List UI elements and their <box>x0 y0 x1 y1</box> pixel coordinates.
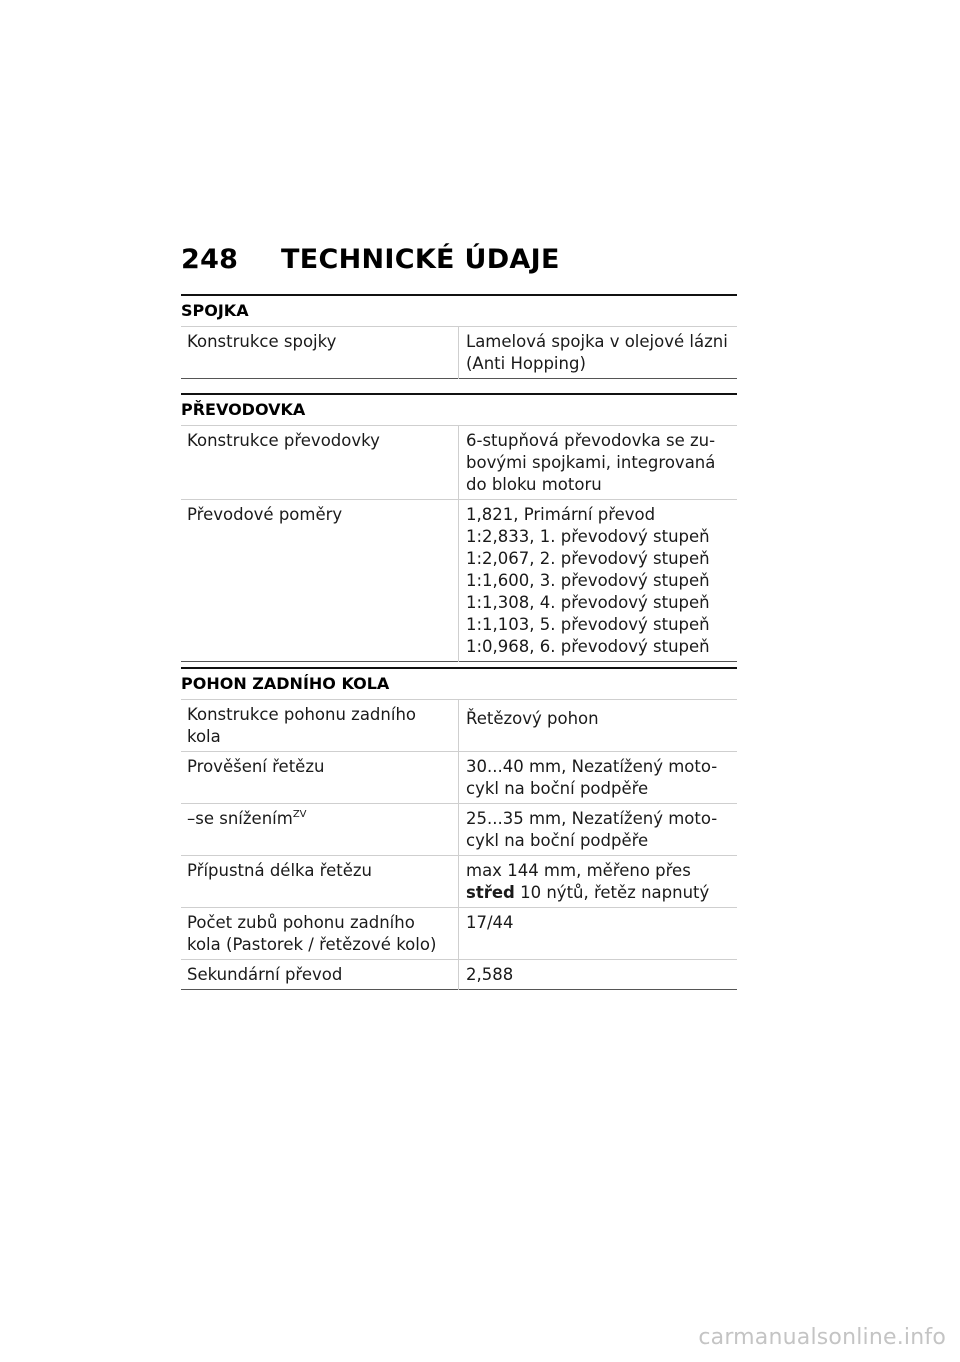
table-row <box>181 500 737 662</box>
spec-value: Lamelová spojka v olejové lázni (Anti Hopping) <box>466 332 728 373</box>
section-title: PŘEVODOVKA <box>181 393 737 425</box>
table-row <box>181 752 737 804</box>
spec-key: Konstrukce převodovky <box>181 426 459 500</box>
spec-key-cell <box>181 804 459 856</box>
spec-table <box>181 425 737 662</box>
spec-key: Konstrukce pohonu zadního kola <box>181 700 459 752</box>
spec-key: Přípustná délka řetězu <box>181 856 459 908</box>
page-number: 248 <box>181 244 239 275</box>
spec-value-cell <box>459 856 738 908</box>
table-row <box>181 426 737 500</box>
spec-key: Převodové poměry <box>181 500 459 662</box>
page-header <box>181 244 560 275</box>
spec-table <box>181 326 737 379</box>
section-title: POHON ZADNÍHO KOLA <box>181 667 737 699</box>
spec-table <box>181 699 737 990</box>
spec-key: Sekundární převod <box>181 960 459 990</box>
spec-value: Řetězový pohon <box>466 709 599 728</box>
spec-value-prefix: max 144 mm, měřeno přes <box>466 861 691 880</box>
page-title: TECHNICKÉ ÚDAJE <box>281 244 560 275</box>
spec-value: 30...40 mm, Nezatížený moto-cykl na boční podpěře <box>466 757 718 798</box>
spec-value-bold: střed <box>466 883 515 902</box>
table-row <box>181 960 737 990</box>
spec-key: Počet zubů pohonu zadního kola (Pastorek / řetězové kolo) <box>181 908 459 960</box>
superscript-note: ZV <box>292 809 307 820</box>
spec-key: –se snížením <box>187 809 293 828</box>
section-spojka <box>181 294 737 379</box>
section-pohon <box>181 667 737 990</box>
spec-value: 2,588 <box>466 965 514 984</box>
table-row <box>181 327 737 379</box>
table-row <box>181 700 737 752</box>
table-row <box>181 856 737 908</box>
spec-value: 25...35 mm, Nezatížený moto-cykl na boční podpěře <box>466 809 718 850</box>
table-row <box>181 908 737 960</box>
section-title: SPOJKA <box>181 294 737 326</box>
spec-value-suffix: 10 nýtů, řetěz napnutý <box>520 883 710 902</box>
section-prevodovka <box>181 393 737 662</box>
watermark: carmanualsonline.info <box>698 1325 946 1350</box>
spec-value: 1,821, Primární převod 1:2,833, 1. převodový stupeň 1:2,067, 2. převodový stupeň 1:1,600, 3. převodový stupeň 1:1,308, 4. převodový stupeň 1:1,103, 5. převodový stupeň 1:0,968, 6. převodový stupeň <box>466 505 710 656</box>
spec-key: Prověšení řetězu <box>181 752 459 804</box>
spec-value: 6-stupňová převodovka se zu-bovými spojkami, integrovaná do bloku motoru <box>466 431 716 494</box>
table-row <box>181 804 737 856</box>
spec-key: Konstrukce spojky <box>181 327 459 379</box>
spec-value: 17/44 <box>466 913 514 932</box>
